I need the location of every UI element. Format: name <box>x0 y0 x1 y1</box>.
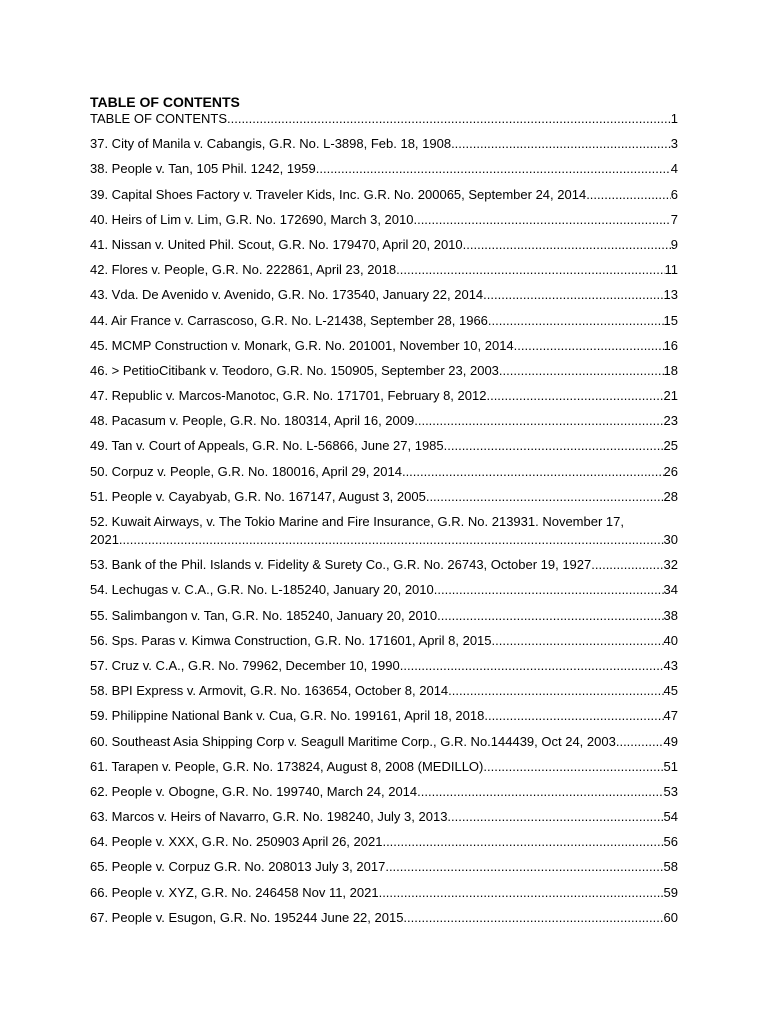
toc-entry-title: 58. BPI Express v. Armovit, G.R. No. 163654, October 8, 2014 <box>90 683 449 699</box>
toc-entry[interactable] <box>90 759 678 775</box>
toc-entry-page: 56 <box>663 834 678 850</box>
toc-entry-title: 45. MCMP Construction v. Monark, G.R. No. 201001, November 10, 2014 <box>90 337 514 353</box>
dot-leader <box>499 363 664 379</box>
toc-entry-page: 40 <box>663 632 678 648</box>
dot-leader <box>414 413 663 429</box>
dot-leader <box>400 658 664 674</box>
toc-entry-title: 64. People v. XXX, G.R. No. 250903 April 26, 2021 <box>90 834 383 850</box>
dot-leader <box>119 532 664 548</box>
dot-leader <box>492 633 664 649</box>
toc-entry[interactable] <box>90 237 678 253</box>
toc-entry-title: 51. People v. Cayabyab, G.R. No. 167147, August 3, 2005 <box>90 488 426 504</box>
toc-entry-title: 60. Southeast Asia Shipping Corp v. Seagull Maritime Corp., G.R. No.144439, Oct 24, 2003. <box>90 733 620 749</box>
dot-leader <box>382 834 663 850</box>
toc-entry[interactable] <box>90 734 678 750</box>
dot-leader <box>448 683 663 699</box>
toc-entry-title: 66. People v. XYZ, G.R. No. 246458 Nov 11, 2021 <box>90 884 379 900</box>
dot-leader <box>379 885 664 901</box>
toc-entry-title: 50. Corpuz v. People, G.R. No. 180016, April 29, 2014 <box>90 463 402 479</box>
toc-entry-title-continued: 2021 <box>90 532 119 547</box>
toc-entry-page: 53 <box>663 783 678 799</box>
toc-entry-page: 28 <box>663 488 678 504</box>
toc-entry[interactable] <box>90 262 678 278</box>
dot-leader <box>444 438 664 454</box>
toc-entry-title: 54. Lechugas v. C.A., G.R. No. L-185240, January 20, 2010 <box>90 582 434 598</box>
dot-leader <box>437 608 663 624</box>
dot-leader <box>227 111 671 127</box>
toc-entry[interactable] <box>90 809 678 825</box>
dot-leader <box>403 910 663 926</box>
dot-leader <box>463 237 671 253</box>
toc-entry[interactable] <box>90 338 678 354</box>
toc-entry-page: 16 <box>663 337 678 353</box>
dot-leader <box>483 287 663 303</box>
toc-entry[interactable] <box>90 489 678 505</box>
toc-entry-title: 67. People v. Esugon, G.R. No. 195244 June 22, 2015 <box>90 909 404 925</box>
toc-entry-title: 63. Marcos v. Heirs of Navarro, G.R. No. 198240, July 3, 2013 <box>90 809 448 825</box>
toc-entry-page: 58 <box>663 859 678 875</box>
toc-entry[interactable] <box>90 557 678 573</box>
toc-entry-title: 47. Republic v. Marcos-Manotoc, G.R. No. 171701, February 8, 2012 <box>90 388 487 404</box>
dot-leader <box>483 759 663 775</box>
toc-entry-title: 62. People v. Obogne, G.R. No. 199740, March 24, 2014 <box>90 783 418 799</box>
toc-entry-page: 51 <box>663 758 678 774</box>
dot-leader <box>396 262 664 278</box>
toc-entry-page: 49 <box>663 733 678 749</box>
toc-entry[interactable] <box>90 161 678 177</box>
toc-entry-title: 42. Flores v. People, G.R. No. 222861, April 23, 2018 <box>90 262 397 278</box>
toc-entry[interactable] <box>90 582 678 598</box>
toc-entry-title: 40. Heirs of Lim v. Lim, G.R. No. 172690, March 3, 2010 <box>90 211 414 227</box>
toc-entry[interactable] <box>90 313 678 329</box>
dot-leader <box>316 161 671 177</box>
toc-entry[interactable] <box>90 111 678 127</box>
toc-entry-title: 59. Philippine National Bank v. Cua, G.R. No. 199161, April 18, 2018 <box>90 708 485 724</box>
dot-leader <box>484 708 663 724</box>
document-page <box>90 93 678 935</box>
toc-entry[interactable] <box>90 633 678 649</box>
toc-entry-page: 38 <box>663 607 678 623</box>
toc-entry[interactable] <box>90 834 678 850</box>
toc-entry-page: 7 <box>670 211 678 227</box>
toc-entry-page: 54 <box>663 809 678 825</box>
dot-leader <box>586 187 671 203</box>
toc-entry[interactable] <box>90 910 678 926</box>
toc-entry-title: 65. People v. Corpuz G.R. No. 208013 July 3, 2017 <box>90 859 386 875</box>
toc-entry-title: 37. City of Manila v. Cabangis, G.R. No. L-3898, Feb. 18, 1908 <box>90 136 452 152</box>
toc-entry-wrapped[interactable] <box>90 514 678 548</box>
dot-leader <box>514 338 664 354</box>
toc-entry[interactable] <box>90 784 678 800</box>
toc-entry-page: 34 <box>663 582 678 598</box>
toc-entry-title: 61. Tarapen v. People, G.R. No. 173824, August 8, 2008 (MEDILLO) <box>90 758 484 774</box>
toc-entry-page: 1 <box>670 111 678 126</box>
toc-entry-title: 46. > PetitioCitibank v. Teodoro, G.R. No. 150905, September 23, 2003 <box>90 362 499 378</box>
dot-leader <box>488 313 664 329</box>
toc-entry-title: 41. Nissan v. United Phil. Scout, G.R. No. 179470, April 20, 2010 <box>90 236 463 252</box>
toc-entry[interactable] <box>90 438 678 454</box>
dot-leader <box>486 388 663 404</box>
toc-entry-title: 56. Sps. Paras v. Kimwa Construction, G.R. No. 171601, April 8, 2015 <box>90 632 492 648</box>
toc-entry[interactable] <box>90 212 678 228</box>
toc-entry-page: 15 <box>663 312 678 328</box>
toc-entry-title: 44. Air France v. Carrascoso, G.R. No. L-21438, September 28, 1966 <box>90 312 488 328</box>
toc-entry-title: 43. Vda. De Avenido v. Avenido, G.R. No. 173540, January 22, 2014 <box>90 287 484 303</box>
toc-entry-title: 57. Cruz v. C.A., G.R. No. 79962, December 10, 1990 <box>90 657 400 673</box>
toc-entry-title: 38. People v. Tan, 105 Phil. 1242, 1959 <box>90 161 316 177</box>
toc-entry[interactable] <box>90 608 678 624</box>
dot-leader <box>413 212 670 228</box>
toc-entry-page: 21 <box>663 388 678 404</box>
toc-entry-page: 25 <box>663 438 678 454</box>
toc-entry-title: TABLE OF CONTENTS <box>90 111 227 126</box>
toc-entry[interactable] <box>90 136 678 152</box>
toc-entry-title: 48. Pacasum v. People, G.R. No. 180314, April 16, 2009 <box>90 413 415 429</box>
dot-leader <box>402 464 664 480</box>
dot-leader <box>417 784 663 800</box>
toc-entry[interactable] <box>90 708 678 724</box>
toc-entry-title: 49. Tan v. Court of Appeals, G.R. No. L-56866, June 27, 1985 <box>90 438 444 454</box>
toc-entry[interactable] <box>90 363 678 379</box>
toc-list <box>90 111 678 926</box>
dot-leader <box>451 136 671 152</box>
dot-leader <box>591 557 663 573</box>
dot-leader <box>385 859 663 875</box>
toc-entry[interactable] <box>90 859 678 875</box>
toc-entry-title: 53. Bank of the Phil. Islands v. Fidelity & Surety Co., G.R. No. 26743, October 19, 1927 <box>90 557 592 573</box>
toc-entry-page: 11 <box>664 262 678 278</box>
toc-entry-title-line1: 52. Kuwait Airways, v. The Tokio Marine and Fire Insurance, G.R. No. 213931. November 17, <box>90 514 624 529</box>
dot-leader <box>426 489 664 505</box>
toc-entry-page: 60 <box>663 909 678 925</box>
toc-entry-page: 3 <box>670 136 678 152</box>
toc-entry-page: 43 <box>663 657 678 673</box>
toc-entry-page: 13 <box>663 287 678 303</box>
toc-entry-page: 45 <box>663 683 678 699</box>
toc-entry-page: 59 <box>663 884 678 900</box>
toc-entry-page: 32 <box>663 557 678 573</box>
toc-entry-page: 23 <box>663 413 678 429</box>
toc-entry[interactable] <box>90 683 678 699</box>
toc-entry-page: 18 <box>663 362 678 378</box>
toc-entry[interactable] <box>90 464 678 480</box>
toc-entry-page: 30 <box>663 532 678 547</box>
toc-entry[interactable] <box>90 413 678 429</box>
toc-entry[interactable] <box>90 388 678 404</box>
toc-entry-title-line2 <box>90 532 678 548</box>
dot-leader <box>434 582 664 598</box>
toc-entry[interactable] <box>90 287 678 303</box>
dot-leader <box>447 809 663 825</box>
toc-entry-page: 26 <box>663 463 678 479</box>
toc-entry[interactable] <box>90 187 678 203</box>
dot-leader <box>619 734 663 750</box>
toc-entry-page: 9 <box>670 236 678 252</box>
toc-heading: TABLE OF CONTENTS <box>90 94 240 110</box>
toc-entry-page: 6 <box>670 186 678 202</box>
toc-entry[interactable] <box>90 885 678 901</box>
toc-entry[interactable] <box>90 658 678 674</box>
toc-entry-page: 4 <box>670 161 678 177</box>
toc-entry-page: 47 <box>663 708 678 724</box>
toc-entry-title: 39. Capital Shoes Factory v. Traveler Kids, Inc. G.R. No. 200065, September 24, 2014 <box>90 186 587 202</box>
toc-entry-title: 55. Salimbangon v. Tan, G.R. No. 185240, January 20, 2010 <box>90 607 438 623</box>
